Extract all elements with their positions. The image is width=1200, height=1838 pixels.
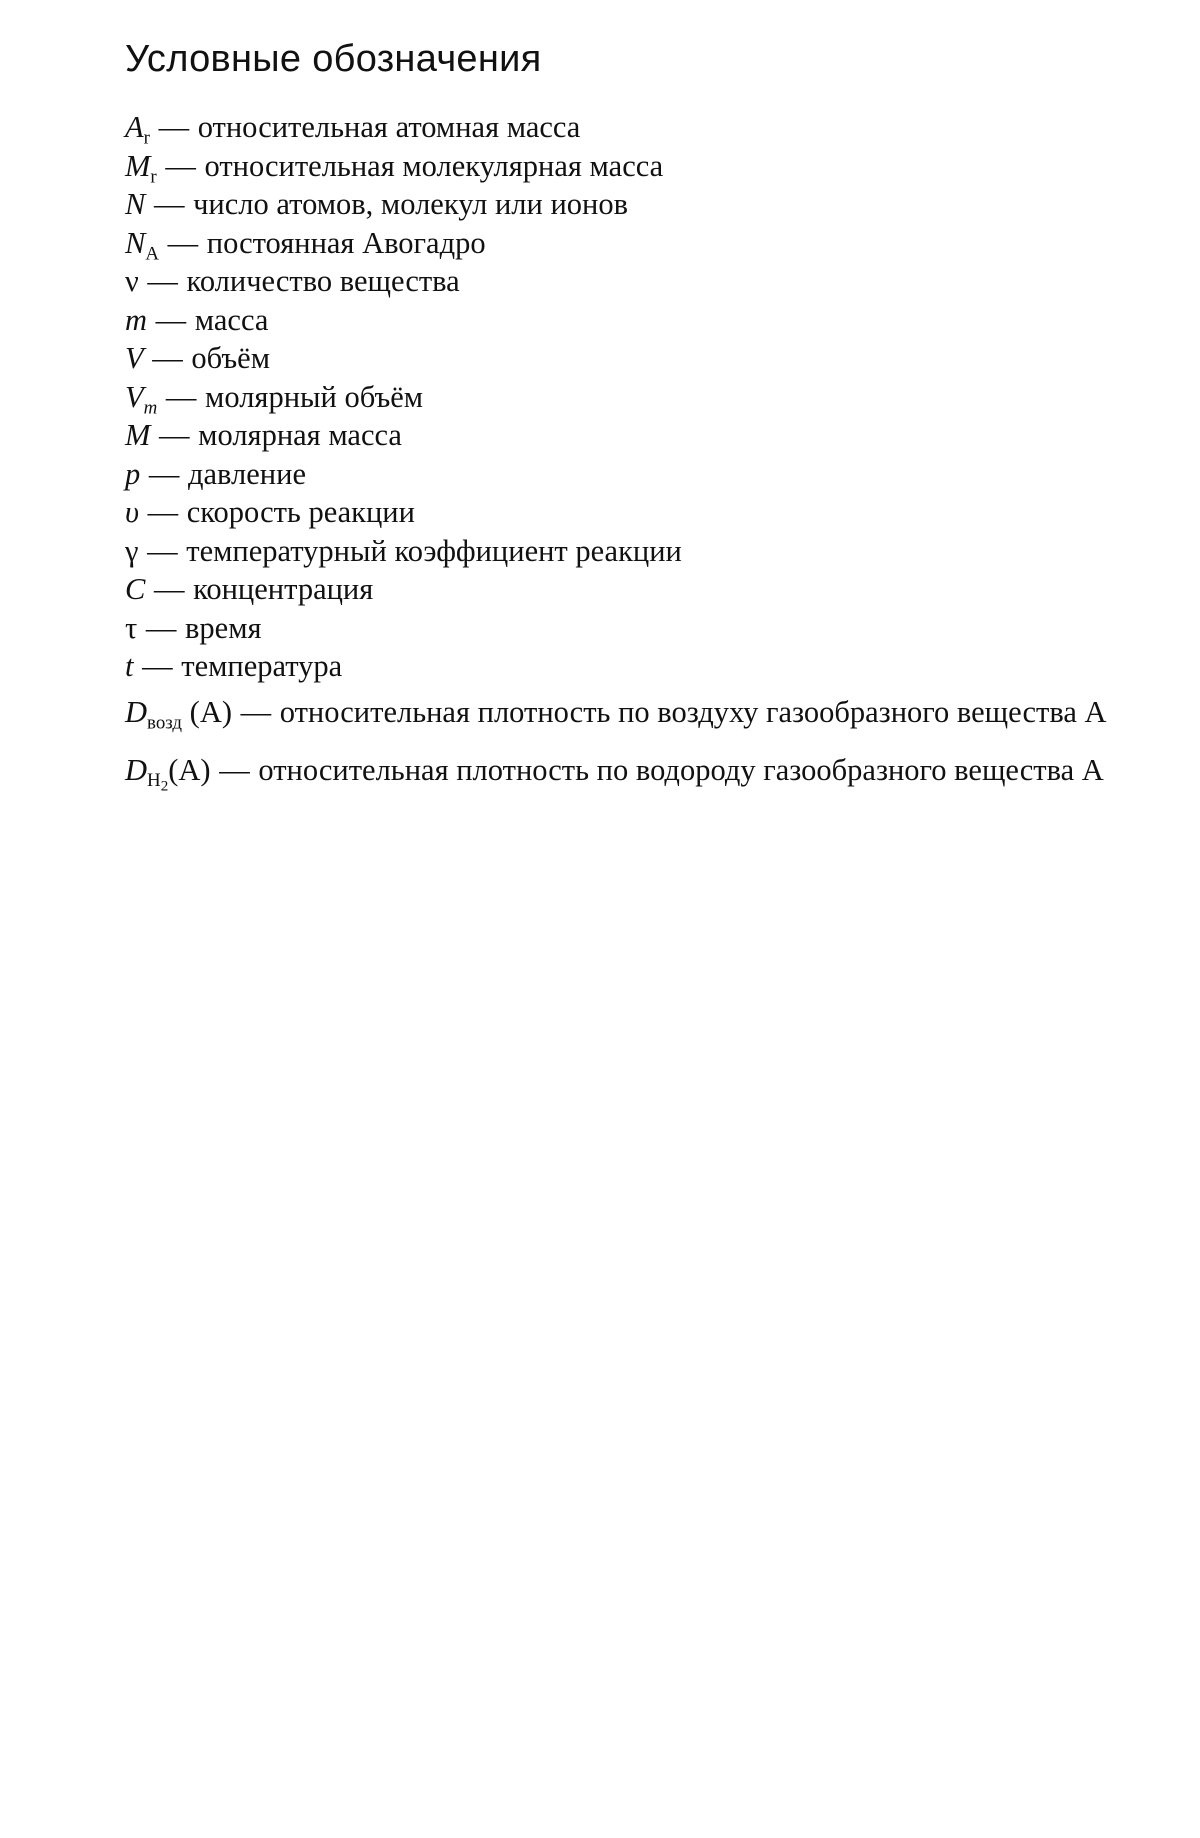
notation-dash: —	[153, 187, 185, 221]
notation-dash: —	[165, 379, 197, 414]
notation-text: молярная масса	[198, 418, 402, 452]
notation-dash: —	[219, 752, 250, 787]
notation-dash: —	[148, 456, 180, 491]
notation-symbol: D	[125, 752, 148, 787]
notation-symbol: ν	[125, 264, 139, 298]
notation-item	[78, 455, 1128, 494]
notation-subscript: r	[143, 127, 150, 149]
notation-item	[78, 532, 1128, 571]
notation-symbol: M	[125, 148, 151, 183]
notation-text: температура	[181, 649, 343, 683]
notation-text: постоянная Авогадро	[206, 225, 486, 260]
notation-symbol: m	[125, 302, 148, 337]
notation-dash: —	[153, 572, 185, 606]
notation-dash: —	[155, 302, 187, 337]
notation-text: относительная плотность по водороду газообразного вещества А	[258, 752, 1104, 787]
notation-text: скорость реакции	[186, 495, 415, 529]
notation-subscript: m	[143, 397, 158, 419]
notation-text: относительная молекулярная масса	[204, 148, 664, 183]
notation-symbol: τ	[125, 610, 138, 645]
notation-item	[78, 224, 1128, 263]
notation-item	[78, 647, 1128, 686]
notation-item	[78, 416, 1128, 455]
notation-text: концентрация	[193, 572, 374, 606]
notation-symbol: C	[125, 572, 146, 606]
notation-symbol: γ	[125, 533, 139, 568]
notation-dash: —	[145, 610, 177, 645]
notation-dash: —	[147, 264, 178, 298]
notation-subscript-index: 2	[160, 778, 169, 795]
notation-subscript	[147, 770, 169, 795]
notation-dash: —	[240, 694, 272, 729]
notation-subscript: A	[145, 243, 159, 265]
notation-list	[78, 108, 1128, 794]
notation-item	[78, 609, 1128, 648]
notation-text: количество вещества	[186, 264, 460, 298]
notation-subscript: r	[150, 166, 157, 188]
density-air-entry	[78, 692, 1128, 732]
notation-text: относительная атомная масса	[197, 110, 581, 144]
notation-symbol: p	[125, 456, 141, 491]
notation-text: масса	[194, 302, 269, 337]
notation-text: температурный коэффициент реакции	[186, 533, 682, 568]
notation-item	[78, 570, 1128, 609]
notation-dash: —	[152, 341, 183, 375]
notation-item	[78, 493, 1128, 532]
notation-text: молярный объём	[205, 379, 424, 414]
notation-text: давление	[188, 456, 306, 491]
notation-dash: —	[158, 110, 190, 144]
notation-item	[78, 301, 1128, 340]
notation-subscript: возд	[147, 712, 183, 734]
notation-dash: —	[147, 533, 178, 568]
notation-symbol: A	[125, 110, 144, 144]
notation-text: объём	[191, 341, 271, 375]
notation-item	[78, 262, 1128, 301]
notation-text: относительная плотность по воздуху газообразного вещества А	[279, 694, 1107, 729]
notation-dash: —	[159, 418, 190, 452]
notation-subscript-letter: H	[147, 770, 161, 792]
notation-dash: —	[167, 225, 199, 260]
notation-symbol: N	[125, 187, 146, 221]
notation-symbol: υ	[125, 495, 139, 529]
notation-dash: —	[142, 649, 173, 683]
notation-symbol: N	[125, 225, 146, 260]
notation-symbol: M	[125, 418, 151, 452]
notation-item	[78, 108, 1128, 147]
notation-text: время	[185, 610, 262, 645]
page-title: Условные обозначения	[125, 38, 542, 80]
notation-item	[78, 339, 1128, 378]
notation-symbol: V	[125, 379, 144, 414]
notation-item	[78, 185, 1128, 224]
notation-argument: (A)	[189, 694, 232, 729]
density-hydrogen-entry	[78, 746, 1128, 794]
notation-dash: —	[165, 148, 196, 183]
notation-item	[78, 147, 1128, 186]
notation-symbol: V	[125, 341, 144, 375]
notation-symbol: t	[125, 649, 134, 683]
notation-text: число атомов, молекул или ионов	[193, 187, 629, 221]
notation-argument: (A)	[168, 752, 211, 787]
notation-item	[78, 378, 1128, 417]
notation-dash: —	[147, 495, 179, 529]
notation-symbol: D	[125, 694, 148, 729]
